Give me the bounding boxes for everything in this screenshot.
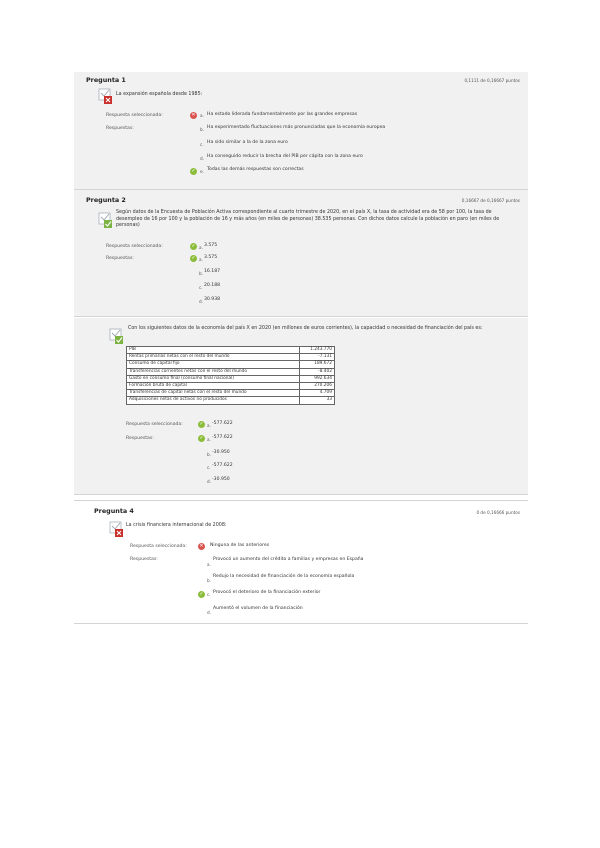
option-letter: a. (199, 257, 203, 262)
answer-option: -577.622 (212, 435, 233, 440)
answers-label: Respuestas: (106, 256, 134, 261)
option-letter: b. (200, 127, 204, 132)
question-title: Pregunta 1 (86, 76, 126, 84)
answer-option: Redujo la necesidad de financiación de la economía española (213, 574, 355, 579)
question-1-block (74, 72, 528, 190)
question-score: 0,1111 de 0,16667 puntos (464, 78, 520, 83)
option-letter: b. (207, 452, 211, 457)
table-cell-value: 992.634 (300, 375, 335, 382)
table-cell-value: -8.402 (300, 368, 335, 375)
option-letter: d. (207, 479, 211, 484)
selected-answer: Ha estado liderada fundamentalmente por las grandes empresas (207, 112, 358, 117)
answer-option: 20.188 (204, 283, 221, 288)
selected-answer-label: Respuesta seleccionada: (130, 544, 187, 549)
question-text: Según datos de la Encuesta de Población Activa correspondiente al cuarto trimestre de 2020, en el país X, la tasa de actividad era de 58 por 100, la tasa de desempleo de 16 por 100 y la población de 16 y más años (en miles de personas) 38.535 personas. Con dichos datos calcule la población en paro (en miles de personas) (116, 210, 500, 229)
answer-option: 3.575 (204, 255, 218, 260)
selected-answer-label: Respuesta seleccionada: (106, 113, 163, 118)
table-row (127, 347, 335, 354)
table-cell-value: 33 (300, 397, 335, 404)
table-cell-label: Consumo de capital fijo (127, 361, 300, 368)
correct-mark-icon: ✓ (199, 591, 204, 597)
table-cell-label: Rentas primarias netas con el resto del mundo (127, 354, 300, 361)
answer-option: Todas las demás respuestas son correctas (207, 167, 304, 172)
question-text: Con los siguientes datos de la economía del país X en 2020 (en millones de euros corrientes), la capacidad o necesidad de financiación del país es: (128, 326, 483, 331)
table-row (127, 361, 335, 368)
question-title: Pregunta 4 (94, 507, 134, 515)
answer-option: Ha experimentado fluctuaciones más pronunciadas que la economía europea (207, 125, 386, 130)
answer-option: Provocó el deterioro de la financiación exterior (213, 590, 321, 595)
table-cell-label: Transferencias de capital netas con el resto del mundo (127, 390, 300, 397)
table-cell-value: 1.243.770 (300, 347, 335, 354)
answer-option: 30.938 (204, 297, 221, 302)
table-cell-label: Transferencias corrientes netas con el resto del mundo (127, 368, 300, 375)
selected-answer: -577.622 (212, 421, 233, 426)
option-letter: d. (207, 610, 211, 615)
correct-mark-icon: ✓ (191, 168, 196, 174)
data-table (126, 346, 335, 405)
table-cell-value: 4.709 (300, 390, 335, 397)
question-3-block (74, 318, 528, 495)
question-text: La expansión española desde 1985: (116, 92, 203, 97)
answers-label: Respuestas: (106, 126, 134, 131)
answer-option: -577.622 (212, 463, 233, 468)
correct-mark-icon: ✓ (199, 421, 204, 427)
correct-icon (108, 328, 125, 345)
option-letter: d. (199, 299, 203, 304)
correct-icon (97, 212, 114, 229)
answer-option: Ha conseguido reducir la brecha del PIB per cápita con la zona euro (207, 154, 363, 159)
table-row (127, 368, 335, 375)
option-letter: a. (207, 423, 211, 428)
correct-mark-icon: ✓ (191, 255, 196, 261)
selected-answer-label: Respuesta seleccionada: (126, 422, 183, 427)
table-cell-label: Adquisiciones netas de activos no producidos (127, 397, 300, 404)
incorrect-icon (97, 88, 114, 105)
incorrect-mark-icon: ✕ (199, 543, 204, 549)
question-title: Pregunta 2 (86, 196, 126, 204)
question-score: 0 de 0,16666 puntos (476, 510, 520, 515)
question-score: 0,16667 de 0,16667 puntos (461, 198, 520, 203)
option-letter: c. (207, 592, 211, 597)
question-text: La crisis financiera internacional de 2008: (126, 523, 227, 528)
selected-answer: 3.575 (204, 243, 218, 248)
selected-answer-label: Respuesta seleccionada: (106, 244, 163, 249)
table-row (127, 383, 335, 390)
option-letter: b. (207, 578, 211, 583)
table-cell-value: 189.672 (300, 361, 335, 368)
question-2-block (74, 190, 528, 317)
correct-mark-icon: ✓ (191, 243, 196, 249)
incorrect-mark-icon: ✕ (191, 112, 196, 118)
incorrect-icon (108, 521, 125, 538)
option-letter: d. (200, 156, 204, 161)
answer-option: 16.187 (204, 269, 221, 274)
table-row (127, 397, 335, 404)
answers-label: Respuestas: (126, 436, 154, 441)
answer-option: Ha sido similar a la de la zona euro (207, 140, 288, 145)
answer-option: Provocó un aumento del crédito a familias y empresas en España (213, 557, 364, 562)
option-letter: a. (207, 437, 211, 442)
table-row (127, 390, 335, 397)
option-letter: a. (207, 562, 211, 567)
table-cell-value: -7.131 (300, 354, 335, 361)
question-4-block (74, 500, 528, 624)
table-cell-label: Gasto en consumo final (consumo final nacional) (127, 375, 300, 382)
selected-answer: Ninguna de las anteriores (210, 543, 270, 548)
table-row (127, 354, 335, 361)
answers-label: Respuestas: (130, 557, 158, 562)
table-row (127, 375, 335, 382)
answer-option: -30.950 (212, 477, 230, 482)
answer-option: -30.950 (212, 450, 230, 455)
option-letter: a. (199, 245, 203, 250)
option-letter: b. (199, 271, 203, 276)
table-cell-value: 270.206 (300, 383, 335, 390)
answer-option: Aumentó el volumen de la financiación (213, 606, 303, 611)
option-letter: e. (200, 169, 204, 174)
option-letter: c. (207, 465, 211, 470)
option-letter: a. (200, 113, 204, 118)
table-cell-label: PIB (127, 347, 300, 354)
table-cell-label: Formación bruta de capital (127, 383, 300, 390)
option-letter: c. (200, 142, 204, 147)
correct-mark-icon: ✓ (199, 435, 204, 441)
option-letter: c. (199, 285, 203, 290)
